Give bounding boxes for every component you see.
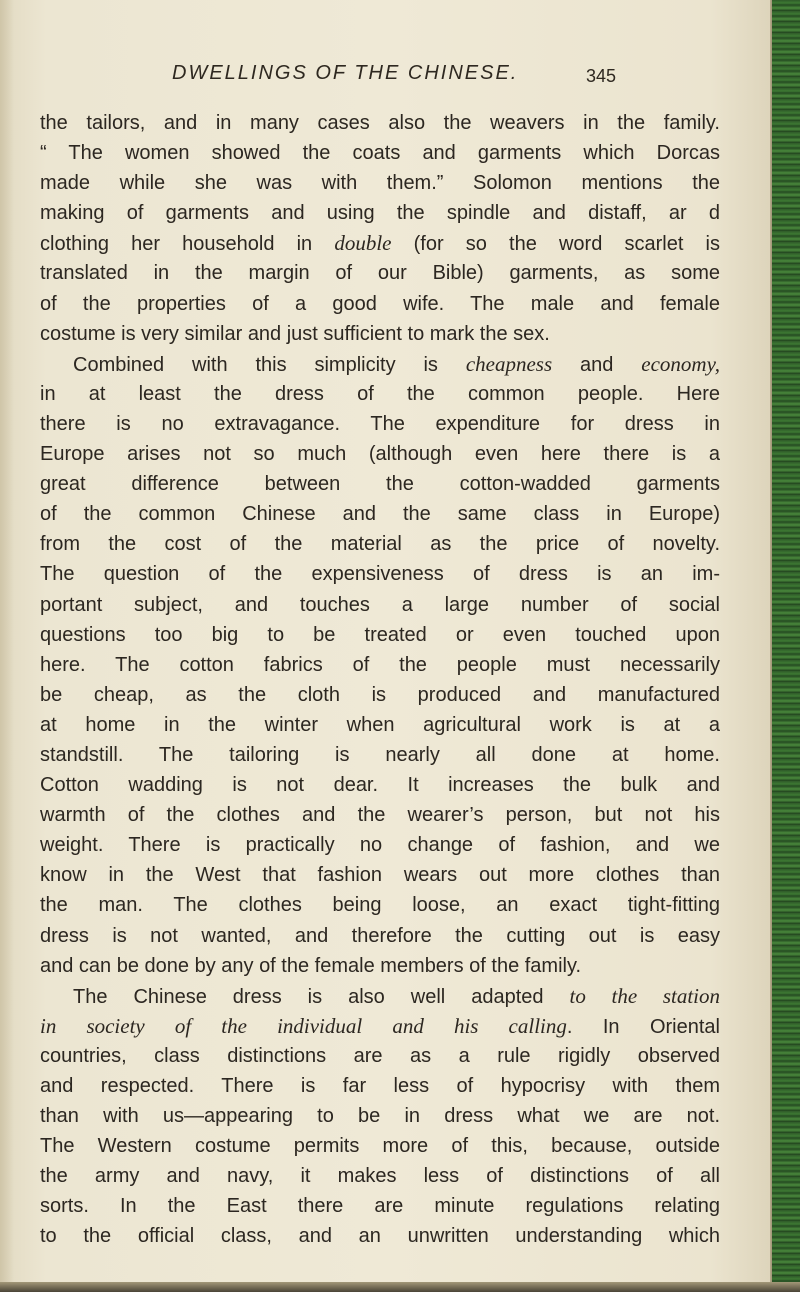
page-number: 345 xyxy=(586,66,617,86)
text-line: dress is not wanted, and therefore the cutting out is easy xyxy=(40,924,720,947)
text-line: there is no extravagance. The expenditure for dress in xyxy=(40,412,720,435)
text-line: “ The women showed the coats and garments which Dorcas xyxy=(40,142,720,165)
italic-emphasis: economy, xyxy=(641,351,720,376)
text-line: great difference between the cotton-wadded garments xyxy=(40,473,720,496)
text-line: be cheap, as the cloth is produced and manufactured xyxy=(40,683,720,706)
italic-emphasis: to the station xyxy=(569,983,720,1008)
text-line: Cotton wadding is not dear. It increases the bulk and xyxy=(40,774,720,797)
text-line: from the cost of the material as the price of novelty. xyxy=(40,533,720,556)
running-head xyxy=(0,62,772,98)
text-line: know in the West that fashion wears out more clothes than xyxy=(40,864,720,887)
text-line: standstill. The tailoring is nearly all done at home. xyxy=(40,743,720,766)
body-text xyxy=(40,108,720,1252)
running-title: DWELLINGS OF THE CHINESE. xyxy=(172,62,519,84)
text-line: the man. The clothes being loose, an exact tight-fitting xyxy=(40,894,720,917)
text-line: clothing her household in double (for so the word scarlet is xyxy=(40,231,720,256)
text-line: weight. There is practically no change of fashion, and we xyxy=(40,834,720,857)
text-line: the army and navy, it makes less of distinctions of all xyxy=(40,1165,720,1188)
text-line: questions too big to be treated or even touched upon xyxy=(40,623,720,646)
italic-emphasis: cheapness xyxy=(465,351,553,376)
italic-emphasis: double xyxy=(334,231,392,256)
book-binding xyxy=(772,0,800,1292)
text-line: of the properties of a good wife. The male and female xyxy=(40,292,720,315)
text-line: the tailors, and in many cases also the weavers in the family. xyxy=(40,112,720,134)
text-line: to the official class, and an unwritten understanding which xyxy=(40,1225,720,1248)
text-line: portant subject, and touches a large number of social xyxy=(40,593,720,616)
text-line: making of garments and using the spindle and distaff, ar d xyxy=(40,202,720,225)
text-line: of the common Chinese and the same class in Europe) xyxy=(40,503,720,526)
text-line: translated in the margin of our Bible) garments, as some xyxy=(40,262,720,285)
page-gutter-shadow xyxy=(0,0,14,1292)
text-line: made while she was with them.” Solomon mentions the xyxy=(40,172,720,195)
italic-emphasis: in society of the individual and his calling xyxy=(40,1013,567,1038)
text-line: The question of the expensiveness of dress is an im- xyxy=(40,563,720,586)
text-line: countries, class distinctions are as a rule rigidly observed xyxy=(40,1044,720,1067)
text-line: costume is very similar and just sufficient to mark the sex. xyxy=(40,322,550,345)
text-line: than with us—appearing to be in dress what we are not. xyxy=(40,1105,720,1128)
text-line: in at least the dress of the common people. Here xyxy=(40,382,720,405)
text-line: and respected. There is far less of hypocrisy with them xyxy=(40,1075,720,1097)
text-line: warmth of the clothes and the wearer’s person, but not his xyxy=(40,804,720,827)
text-line: in society of the individual and his calling. In Oriental xyxy=(40,1013,720,1038)
text-line: The Western costume permits more of this, because, outside xyxy=(40,1135,720,1158)
text-line: and can be done by any of the female members of the family. xyxy=(40,954,582,977)
text-line: Europe arises not so much (although even here there is a xyxy=(40,443,720,466)
text-line: at home in the winter when agricultural work is at a xyxy=(40,713,720,736)
text-line: The Chinese dress is also well adapted to the station xyxy=(73,983,720,1008)
text-line: sorts. In the East there are minute regulations relating xyxy=(40,1195,720,1218)
page-bottom-edge xyxy=(0,1282,800,1292)
text-line: here. The cotton fabrics of the people must necessarily xyxy=(40,653,720,676)
text-line: Combined with this simplicity is cheapness and economy, xyxy=(73,351,720,376)
